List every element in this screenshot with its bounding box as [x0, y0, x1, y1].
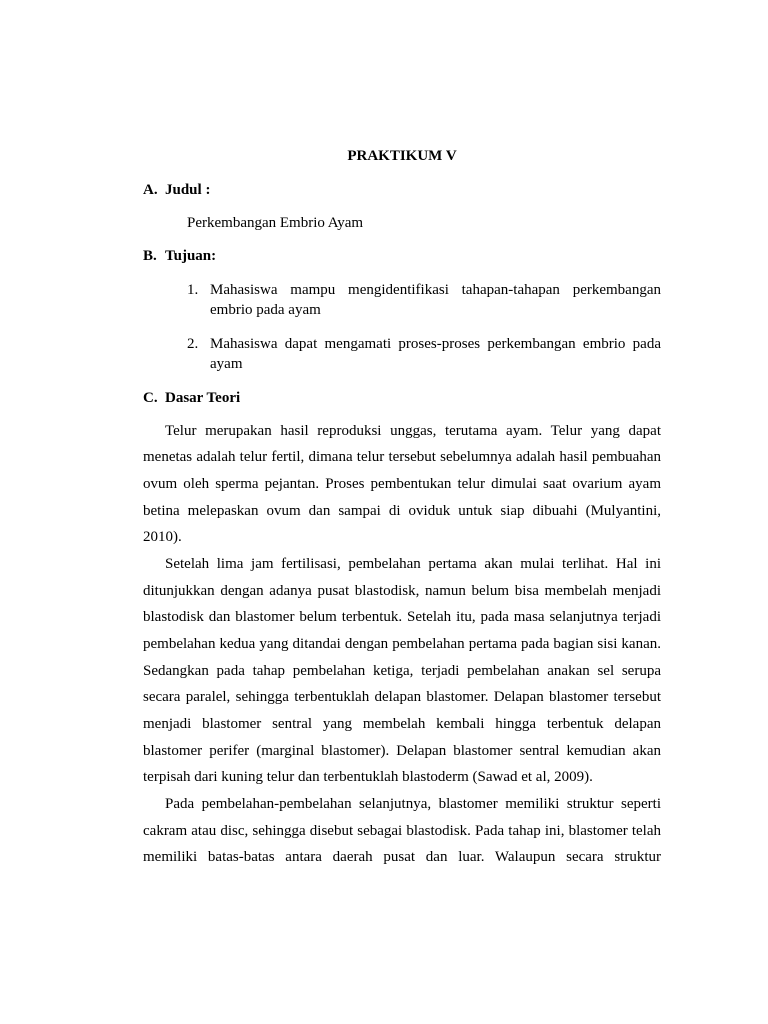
section-b-heading: [143, 246, 216, 266]
paragraph-line: ovum oleh sperma pejantan. Proses pembentukan telur dimulai saat ovarium ayam: [143, 476, 661, 492]
list-item-line: embrio pada ayam: [210, 302, 321, 318]
section-b-title: Tujuan:: [165, 248, 217, 264]
paragraph-line: blastodisk dan blastomer belum terbentuk. Setelah itu, pada masa selanjutnya terjadi: [143, 609, 661, 625]
section-a-letter: A.: [143, 182, 158, 198]
paragraph-line: pembelahan kedua yang ditandai dengan pembelahan pertama pada bagian sisi kanan.: [143, 636, 661, 652]
section-b-letter: B.: [143, 248, 157, 264]
list-item-line: Mahasiswa mampu mengidentifikasi tahapan-tahapan perkembangan: [210, 282, 661, 298]
paragraph-line: menetas adalah telur fertil, dimana telur tersebut sebelumnya adalah hasil pembuahan: [143, 449, 661, 465]
paragraph-line: secara paralel, sehingga terbentuklah delapan blastomer. Delapan blastomer tersebut: [143, 689, 661, 705]
paragraph-line: blastomer perifer (marginal blastomer). Delapan blastomer sentral kemudian akan: [143, 743, 661, 759]
section-a-heading: [143, 180, 210, 200]
section-a-content: Perkembangan Embrio Ayam: [187, 215, 364, 231]
section-c-heading: [143, 388, 240, 408]
paragraph-line: Setelah lima jam fertilisasi, pembelahan pertama akan mulai terlihat. Hal ini: [165, 556, 661, 572]
paragraph-line: Pada pembelahan-pembelahan selanjutnya, blastomer memiliki struktur seperti: [165, 796, 661, 812]
paragraph-line: ditunjukkan dengan adanya pusat blastodisk, namun belum bisa membelah menjadi: [143, 583, 661, 599]
section-c-title: Dasar Teori: [165, 390, 241, 406]
section-c-letter: C.: [143, 390, 158, 406]
paragraph-line: Sedangkan pada tahap pembelahan ketiga, terjadi pembelahan anakan sel serupa: [143, 663, 661, 679]
paragraph-line: terpisah dari kuning telur dan terbentuklah blastoderm (Sawad et al, 2009).: [143, 769, 593, 785]
list-item-number: 1.: [187, 282, 199, 298]
paragraph-line: Telur merupakan hasil reproduksi unggas, terutama ayam. Telur yang dapat: [165, 423, 661, 439]
page-title: PRAKTIKUM V: [347, 148, 457, 164]
paragraph-line: menjadi blastomer sentral yang membelah kembali hingga terbentuk delapan: [143, 716, 661, 732]
section-a-title: Judul :: [165, 182, 211, 198]
paragraph-line: memiliki batas-batas antara daerah pusat dan luar. Walaupun secara struktur: [143, 849, 661, 865]
list-item-line: Mahasiswa dapat mengamati proses-proses perkembangan embrio pada: [210, 336, 661, 352]
list-item-number: 2.: [187, 336, 199, 352]
paragraph-line: cakram atau disc, sehingga disebut sebagai blastodisk. Pada tahap ini, blastomer telah: [143, 823, 661, 839]
paragraph-line: betina melepaskan ovum dan sampai di oviduk untuk siap dibuahi (Mulyantini,: [143, 503, 661, 519]
paragraph-line: 2010).: [143, 529, 182, 545]
list-item-line: ayam: [210, 356, 243, 372]
